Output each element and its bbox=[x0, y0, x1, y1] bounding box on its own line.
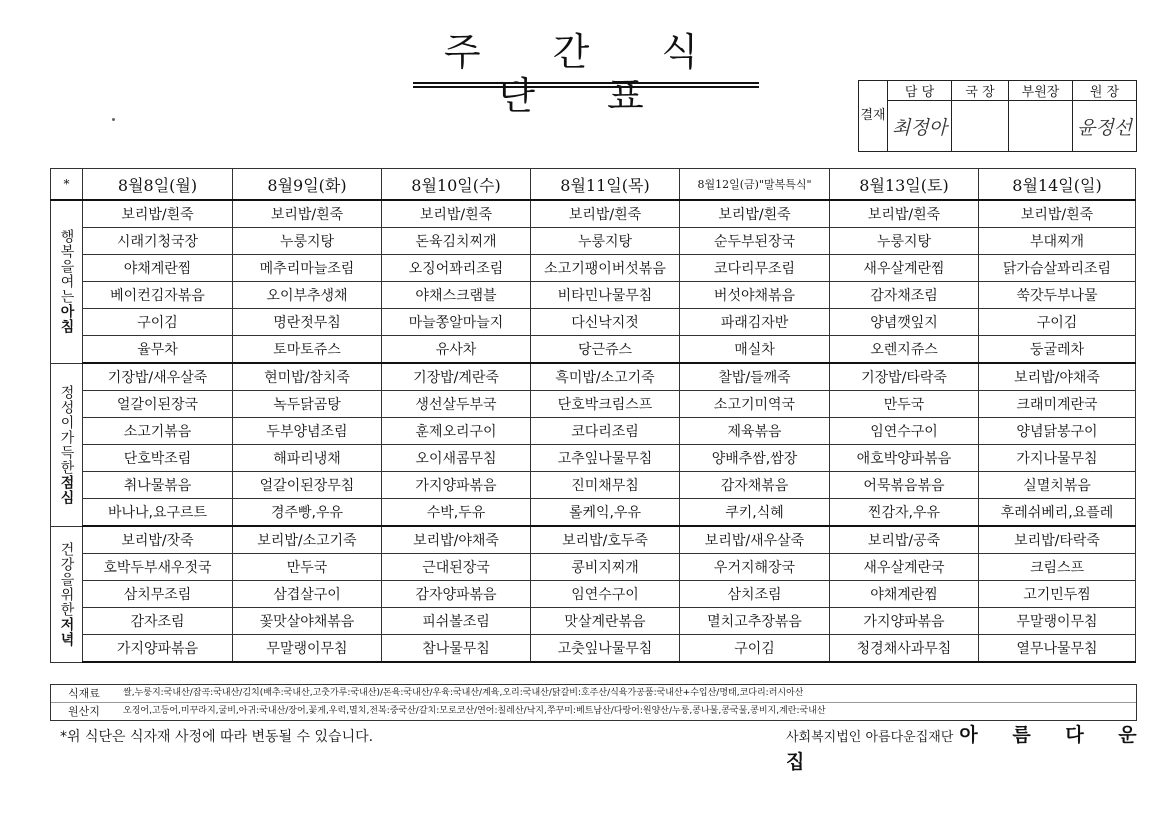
corner-cell: * bbox=[51, 169, 83, 201]
menu-cell: 돈육김치찌개 bbox=[382, 228, 531, 255]
page-title: 주 간 식 단 표 bbox=[443, 30, 729, 118]
menu-cell: 오이새콤무침 bbox=[382, 445, 531, 472]
menu-cell: 흑미밥/소고기죽 bbox=[531, 363, 680, 391]
menu-cell: 닭가슴살꽈리조림 bbox=[979, 255, 1136, 282]
date-header: 8월8일(월) bbox=[83, 169, 233, 201]
approval-signature bbox=[952, 101, 1009, 152]
menu-cell: 감자양파볶음 bbox=[382, 581, 531, 608]
menu-cell: 맛살계란볶음 bbox=[531, 608, 680, 635]
menu-cell: 보리밥/흰죽 bbox=[382, 200, 531, 228]
menu-row bbox=[51, 635, 1136, 663]
menu-cell: 만두국 bbox=[830, 391, 979, 418]
menu-cell: 삼겹살구이 bbox=[233, 581, 382, 608]
menu-cell: 현미밥/참치죽 bbox=[233, 363, 382, 391]
approval-box bbox=[858, 80, 1137, 152]
menu-cell: 양배추쌈,쌈장 bbox=[680, 445, 830, 472]
menu-cell: 무말랭이무침 bbox=[233, 635, 382, 663]
menu-cell: 오렌지쥬스 bbox=[830, 336, 979, 364]
menu-body bbox=[51, 200, 1136, 662]
meal-label bbox=[51, 363, 83, 526]
menu-cell: 실멸치볶음 bbox=[979, 472, 1136, 499]
menu-cell: 메추리마늘조림 bbox=[233, 255, 382, 282]
menu-cell: 명란젓무침 bbox=[233, 309, 382, 336]
menu-cell: 취나물볶음 bbox=[83, 472, 233, 499]
menu-cell: 보리밥/흰죽 bbox=[531, 200, 680, 228]
menu-row bbox=[51, 255, 1136, 282]
menu-cell: 바나나,요구르트 bbox=[83, 499, 233, 527]
menu-cell: 마늘쫑알마늘지 bbox=[382, 309, 531, 336]
menu-cell: 보리밥/야채죽 bbox=[979, 363, 1136, 391]
menu-cell: 토마토쥬스 bbox=[233, 336, 382, 364]
menu-cell: 감자채조림 bbox=[830, 282, 979, 309]
menu-cell: 오이부추생채 bbox=[233, 282, 382, 309]
approval-role: 국 장 bbox=[952, 81, 1009, 101]
organization-prefix: 사회복지법인 아름다운집재단 bbox=[786, 730, 954, 745]
meal-label-small: 행복을여는 bbox=[58, 229, 75, 305]
meal-label-big: 아침 bbox=[58, 304, 75, 335]
menu-row bbox=[51, 282, 1136, 309]
menu-cell: 고추잎나물무침 bbox=[531, 445, 680, 472]
menu-cell: 호박두부새우젓국 bbox=[83, 554, 233, 581]
menu-cell: 녹두닭곰탕 bbox=[233, 391, 382, 418]
date-header-row bbox=[51, 169, 1136, 201]
menu-cell: 우거지해장국 bbox=[680, 554, 830, 581]
menu-cell: 누룽지탕 bbox=[531, 228, 680, 255]
menu-cell: 멸치고추장볶음 bbox=[680, 608, 830, 635]
meal-label-small: 정성이가득한 bbox=[58, 384, 75, 475]
scan-speck bbox=[112, 118, 115, 121]
menu-cell: 보리밥/호두죽 bbox=[531, 526, 680, 554]
origin-label: 원산지 bbox=[68, 705, 100, 718]
menu-row bbox=[51, 391, 1136, 418]
menu-cell: 삼치무조림 bbox=[83, 581, 233, 608]
menu-cell: 경주빵,우유 bbox=[233, 499, 382, 527]
menu-cell: 둥굴레차 bbox=[979, 336, 1136, 364]
menu-cell: 가지나물무침 bbox=[979, 445, 1136, 472]
menu-cell: 누룽지탕 bbox=[233, 228, 382, 255]
menu-cell: 부대찌개 bbox=[979, 228, 1136, 255]
date-header: 8월11일(목) bbox=[531, 169, 680, 201]
menu-row bbox=[51, 309, 1136, 336]
menu-row bbox=[51, 581, 1136, 608]
menu-cell: 구이김 bbox=[680, 635, 830, 663]
menu-cell: 수박,두유 bbox=[382, 499, 531, 527]
menu-cell: 유사차 bbox=[382, 336, 531, 364]
menu-cell: 열무나물무침 bbox=[979, 635, 1136, 663]
menu-cell: 크림스프 bbox=[979, 554, 1136, 581]
approval-role: 담 당 bbox=[888, 81, 952, 101]
menu-cell: 참나물무침 bbox=[382, 635, 531, 663]
menu-cell: 후레쉬베리,요플레 bbox=[979, 499, 1136, 527]
approval-role: 원 장 bbox=[1073, 81, 1137, 101]
menu-cell: 다신낙지젓 bbox=[531, 309, 680, 336]
menu-cell: 쑥갓두부나물 bbox=[979, 282, 1136, 309]
menu-cell: 보리밥/소고기죽 bbox=[233, 526, 382, 554]
menu-cell: 제육볶음 bbox=[680, 418, 830, 445]
menu-cell: 누룽지탕 bbox=[830, 228, 979, 255]
menu-row bbox=[51, 554, 1136, 581]
origin-text: 쌀,누룽지:국내산/잡곡:국내산/김치(배추:국내산,고춧가루:국내산)/돈육:국내산/우육:국내산/계육,오리:국내산/닭갈비:호주산/식육가공품:국내산+수입산/명태,코다리:러시아산 bbox=[123, 688, 804, 698]
menu-cell: 시래기청국장 bbox=[83, 228, 233, 255]
menu-cell: 피쉬볼조림 bbox=[382, 608, 531, 635]
menu-cell: 당근쥬스 bbox=[531, 336, 680, 364]
menu-cell: 임연수구이 bbox=[830, 418, 979, 445]
menu-cell: 버섯야채볶음 bbox=[680, 282, 830, 309]
menu-row bbox=[51, 472, 1136, 499]
approval-signature bbox=[888, 101, 952, 152]
menu-row bbox=[51, 526, 1136, 554]
menu-cell: 구이김 bbox=[979, 309, 1136, 336]
menu-cell: 훈제오리구이 bbox=[382, 418, 531, 445]
menu-cell: 생선살두부국 bbox=[382, 391, 531, 418]
origin-label: 식재료 bbox=[68, 687, 100, 700]
menu-cell: 쿠키,식혜 bbox=[680, 499, 830, 527]
menu-cell: 청경채사과무침 bbox=[830, 635, 979, 663]
menu-cell: 파래김자반 bbox=[680, 309, 830, 336]
menu-cell: 소고기볶음 bbox=[83, 418, 233, 445]
weekly-menu-table bbox=[50, 168, 1136, 663]
menu-cell: 롤케익,우유 bbox=[531, 499, 680, 527]
menu-cell: 임연수구이 bbox=[531, 581, 680, 608]
menu-cell: 가지양파볶음 bbox=[83, 635, 233, 663]
meal-label bbox=[51, 526, 83, 662]
menu-cell: 단호박크림스프 bbox=[531, 391, 680, 418]
menu-cell: 가지양파볶음 bbox=[830, 608, 979, 635]
meal-label-big: 점심 bbox=[58, 474, 75, 505]
menu-cell: 야채스크램블 bbox=[382, 282, 531, 309]
menu-cell: 찰밥/들깨죽 bbox=[680, 363, 830, 391]
menu-cell: 고춧잎나물무침 bbox=[531, 635, 680, 663]
menu-row bbox=[51, 608, 1136, 635]
menu-cell: 감자채볶음 bbox=[680, 472, 830, 499]
menu-cell: 단호박조림 bbox=[83, 445, 233, 472]
signature-text: 최정아 bbox=[891, 116, 948, 139]
signature-text: 윤정선 bbox=[1076, 116, 1133, 139]
menu-cell: 양념깻잎지 bbox=[830, 309, 979, 336]
date-header: 8월13일(토) bbox=[830, 169, 979, 201]
menu-cell: 콩비지찌개 bbox=[531, 554, 680, 581]
origin-row bbox=[51, 685, 1136, 702]
menu-cell: 양념닭봉구이 bbox=[979, 418, 1136, 445]
origin-text: 오징어,고등어,미꾸라지,굴비,아귀:국내산/장어,꽃게,우럭,멸치,전복:중국산/갈치:모로코산/연어:칠레산/낙지,쭈꾸미:베트남산/다랑어:원양산/누룽,콩나물,콩국물,콩비지,계란:국내산 bbox=[123, 706, 826, 716]
organization bbox=[786, 720, 1169, 774]
menu-cell: 야채계란찜 bbox=[83, 255, 233, 282]
meal-label-big: 저녁 bbox=[58, 616, 75, 647]
menu-cell: 기장밥/타락죽 bbox=[830, 363, 979, 391]
menu-row bbox=[51, 336, 1136, 364]
menu-cell: 해파리냉채 bbox=[233, 445, 382, 472]
menu-cell: 꽃맛살야채볶음 bbox=[233, 608, 382, 635]
menu-cell: 얼갈이된장무침 bbox=[233, 472, 382, 499]
menu-cell: 두부양념조림 bbox=[233, 418, 382, 445]
menu-row bbox=[51, 445, 1136, 472]
menu-cell: 기장밥/새우살죽 bbox=[83, 363, 233, 391]
menu-row bbox=[51, 200, 1136, 228]
menu-cell: 코다리무조림 bbox=[680, 255, 830, 282]
date-header: 8월9일(화) bbox=[233, 169, 382, 201]
menu-cell: 소고기팽이버섯볶음 bbox=[531, 255, 680, 282]
menu-row bbox=[51, 363, 1136, 391]
menu-cell: 보리밥/타락죽 bbox=[979, 526, 1136, 554]
menu-row bbox=[51, 499, 1136, 527]
approval-label: 결재 bbox=[859, 81, 888, 152]
title-underline bbox=[413, 82, 759, 88]
menu-cell: 코다리조림 bbox=[531, 418, 680, 445]
menu-cell: 삼치조림 bbox=[680, 581, 830, 608]
meal-label-small: 건강을위한 bbox=[58, 541, 75, 617]
menu-cell: 보리밥/흰죽 bbox=[680, 200, 830, 228]
menu-cell: 새우살계란찜 bbox=[830, 255, 979, 282]
menu-cell: 보리밥/흰죽 bbox=[979, 200, 1136, 228]
menu-cell: 보리밥/공죽 bbox=[830, 526, 979, 554]
menu-cell: 크래미계란국 bbox=[979, 391, 1136, 418]
menu-cell: 진미채무침 bbox=[531, 472, 680, 499]
approval-signature bbox=[1009, 101, 1073, 152]
menu-cell: 베이컨김자볶음 bbox=[83, 282, 233, 309]
menu-cell: 얼갈이된장국 bbox=[83, 391, 233, 418]
menu-cell: 소고기미역국 bbox=[680, 391, 830, 418]
menu-cell: 보리밥/잣죽 bbox=[83, 526, 233, 554]
menu-cell: 어묵볶음볶음 bbox=[830, 472, 979, 499]
menu-row bbox=[51, 418, 1136, 445]
menu-cell: 찐감자,우유 bbox=[830, 499, 979, 527]
menu-cell: 보리밥/흰죽 bbox=[83, 200, 233, 228]
menu-cell: 보리밥/야채죽 bbox=[382, 526, 531, 554]
menu-cell: 순두부된장국 bbox=[680, 228, 830, 255]
menu-cell: 보리밥/새우살죽 bbox=[680, 526, 830, 554]
approval-role: 부원장 bbox=[1009, 81, 1073, 101]
meal-label bbox=[51, 200, 83, 363]
menu-cell: 오징어꽈리조림 bbox=[382, 255, 531, 282]
menu-row bbox=[51, 228, 1136, 255]
origin-row bbox=[51, 702, 1136, 720]
menu-cell: 새우살계란국 bbox=[830, 554, 979, 581]
menu-cell: 고기민두찜 bbox=[979, 581, 1136, 608]
origin-box bbox=[50, 684, 1137, 721]
menu-cell: 보리밥/흰죽 bbox=[233, 200, 382, 228]
menu-cell: 만두국 bbox=[233, 554, 382, 581]
date-header: 8월12일(금)"말복특식" bbox=[680, 169, 830, 201]
menu-cell: 근대된장국 bbox=[382, 554, 531, 581]
menu-cell: 구이김 bbox=[83, 309, 233, 336]
organization-name: 아 름 다 운 집 bbox=[786, 724, 1151, 773]
menu-cell: 감자조림 bbox=[83, 608, 233, 635]
date-header: 8월14일(일) bbox=[979, 169, 1136, 201]
menu-cell: 가지양파볶음 bbox=[382, 472, 531, 499]
approval-signature bbox=[1073, 101, 1137, 152]
menu-cell: 기장밥/계란죽 bbox=[382, 363, 531, 391]
menu-cell: 보리밥/흰죽 bbox=[830, 200, 979, 228]
menu-cell: 야채계란찜 bbox=[830, 581, 979, 608]
date-header: 8월10일(수) bbox=[382, 169, 531, 201]
menu-cell: 비타민나물무침 bbox=[531, 282, 680, 309]
menu-cell: 애호박양파볶음 bbox=[830, 445, 979, 472]
footnote: *위 식단은 식자재 사정에 따라 변동될 수 있습니다. bbox=[60, 729, 374, 745]
menu-cell: 율무차 bbox=[83, 336, 233, 364]
menu-cell: 매실차 bbox=[680, 336, 830, 364]
menu-cell: 무말랭이무침 bbox=[979, 608, 1136, 635]
